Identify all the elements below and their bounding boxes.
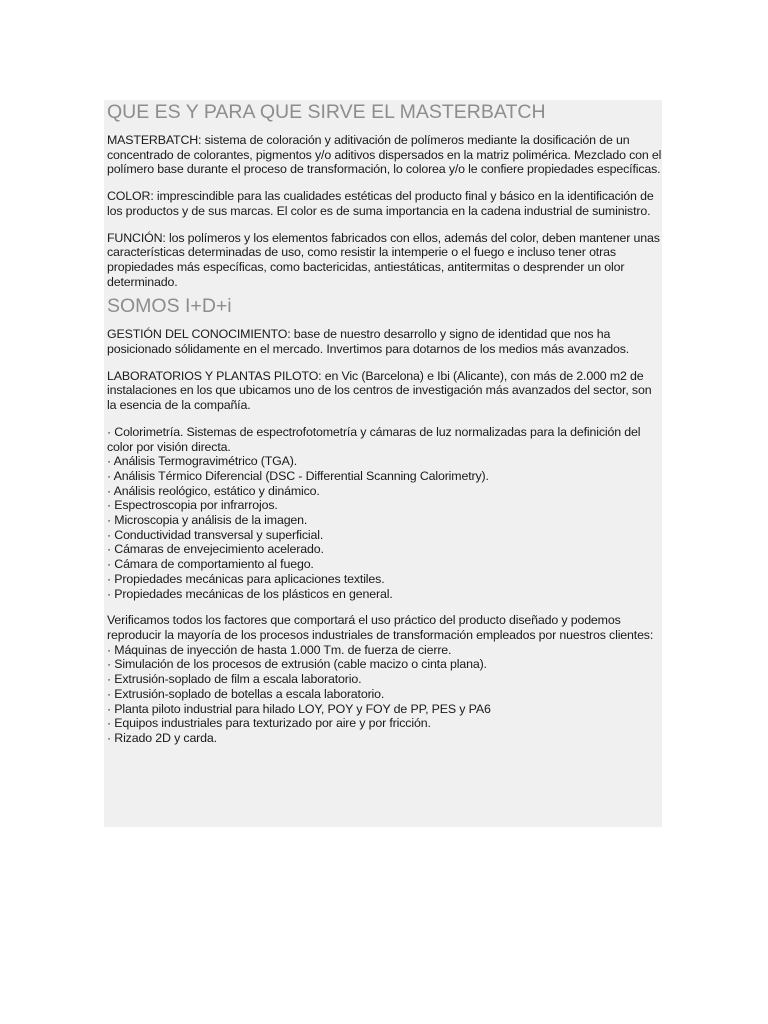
list-item: · Microscopia y análisis de la imagen. (107, 513, 308, 528)
list-item: · Análisis Térmico Diferencial (DSC - Differential Scanning Calorimetry). (107, 468, 489, 483)
list-item: · Conductividad transversal y superficial. (107, 527, 324, 542)
list-item: · Equipos industriales para texturizado por aire y por fricción. (107, 716, 431, 731)
analysis-list (107, 454, 662, 601)
list-item: · Cámara de comportamiento al fuego. (107, 557, 314, 572)
heading-somos: SOMOS I+D+i (107, 295, 232, 318)
list-item: · Análisis reológico, estático y dinámico. (107, 483, 320, 498)
paragraph-gestion: GESTIÓN DEL CONOCIMIENTO: base de nuestro desarrollo y signo de identidad que nos ha posicionado sólidamente en el mercado. Invertimos para dotarnos de los medios más avanzados. (107, 327, 630, 357)
list-item: · Propiedades mecánicas para aplicaciones textiles. (107, 571, 385, 586)
list-item: · Análisis Termogravimétrico (TGA). (107, 454, 298, 469)
list-item: · Espectroscopia por infrarrojos. (107, 498, 278, 513)
list-item: · Simulación de los procesos de extrusión (cable macizo o cinta plana). (107, 657, 487, 672)
paragraph-verificamos: Verificamos todos los factores que comportará el uso práctico del producto diseñado y podemos reproducir la mayoría de los procesos industriales de transformación empleados por nuestros clientes: (107, 613, 654, 642)
paragraph-masterbatch: MASTERBATCH: sistema de coloración y aditivación de polímeros mediante la dosificación de un concentrado de colorantes, pigmentos y/o aditivos dispersados en la matriz polimérica. Mezclado con el polímero base durante el proceso de transformación, lo colorea y/o le confiere propiedades específicas. (107, 133, 662, 177)
heading-masterbatch: QUE ES Y PARA QUE SIRVE EL MASTERBATCH (107, 101, 546, 123)
paragraph-colorimetria: · Colorimetría. Sistemas de espectrofotometría y cámaras de luz normalizadas para la definición del color por visión directa. (107, 424, 641, 454)
paragraph-funcion: FUNCIÓN: los polímeros y los elementos fabricados con ellos, además del color, deben mantener unas características determinadas de uso, como resistir la intemperie o el fuego e incluso tener otras propiedades más específicas, como bactericidas, antiestáticas, antitermitas o desprender un olor determinado. (107, 230, 660, 289)
list-item: · Extrusión-soplado de botellas a escala laboratorio. (107, 686, 385, 701)
document-panel (104, 100, 662, 827)
machine-list (107, 643, 662, 746)
list-item: · Propiedades mecánicas de los plásticos en general. (107, 586, 393, 601)
list-item: · Planta piloto industrial para hilado LOY, POY y FOY de PP, PES y PA6 (107, 701, 491, 716)
list-item: · Extrusión-soplado de film a escala laboratorio. (107, 672, 362, 687)
list-item: · Rizado 2D y carda. (107, 730, 217, 745)
paragraph-color: COLOR: imprescindible para las cualidades estéticas del producto final y básico en la identificación de los productos y de sus marcas. El color es de suma importancia en la cadena industrial de suministro. (107, 189, 654, 218)
list-item: · Máquinas de inyección de hasta 1.000 Tm. de fuerza de cierre. (107, 642, 452, 657)
paragraph-laboratorios: LABORATORIOS Y PLANTAS PILOTO: en Vic (Barcelona) e Ibi (Alicante), con más de 2.000 m2 de instalaciones en los que ubicamos uno de los centros de investigación más avanzados del sector, son la esencia de la compañía. (107, 368, 652, 413)
list-item: · Cámaras de envejecimiento acelerado. (107, 542, 324, 557)
